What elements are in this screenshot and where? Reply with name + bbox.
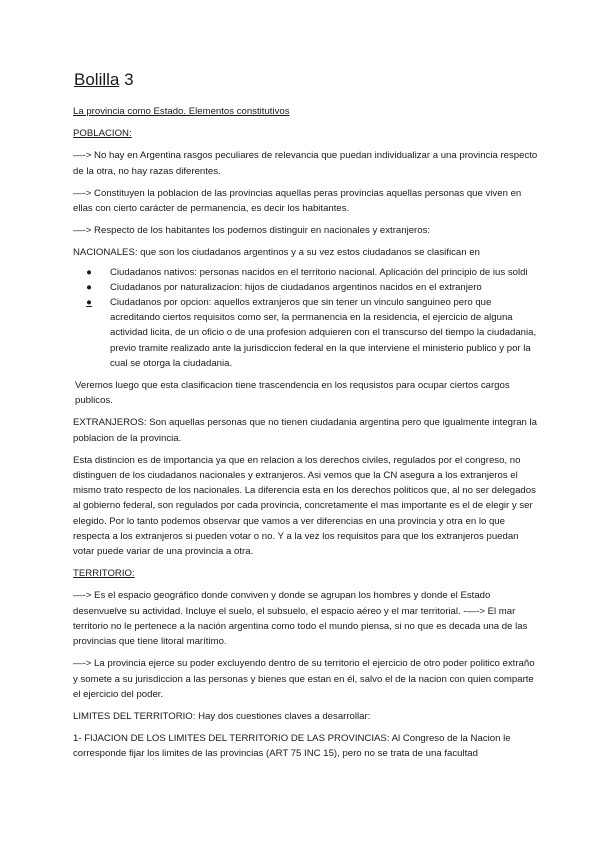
document-page [73,70,538,769]
paragraph-espacio: —-> Es el espacio geográfico donde conviven y donde se agrupan los hombres y donde el Estado desenvuelve su actividad. Incluye el suelo, el subsuelo, el espacio aéreo y el mar territorial. -—-> El mar territorio no le pertenece a la nación argentina como todo el mundo piensa, si no que es decada una de las provincias que tiene litoral marítimo. [73,590,528,648]
bullet-icon: ● [86,266,92,278]
territorio-heading: TERRITORIO: [73,568,135,580]
title-number: 3 [124,70,134,89]
paragraph-limites: LIMITES DEL TERRITORIO: Hay dos cuestiones claves a desarrollar: [73,710,371,722]
list-item-text: Ciudadanos por naturalizacion: hijos de ciudadanos argentinos nacidos en el extranjero [110,281,482,293]
list-item [73,295,538,371]
list-item [73,280,538,295]
paragraph-3: —-> Respecto de los habitantes los podemos distinguir en nacionales y extranjeros: [73,225,431,237]
list-item [73,265,538,280]
subtitle: La provincia como Estado. Elementos constitutivos [73,106,290,117]
paragraph-distincion: Esta distincion es de importancia ya que en relacion a los derechos civiles, regulados por el congreso, no distinguen de los ciudadanos nacionales y extranjeros. Asi vemos que la CN asegura a los extranjeros el mismo trato respecto de los nacionales. La diferencia esta en los derechos politicos que, al no ser delegados al gobierno federal, son regulados por cada provincia, concretamente el mas importante es el de elegir y ser elegido. Por lo tanto podemos observar que vamos a ver diferencias en una provincia y otra en lo que respecta a los extranjeros si pueden votar o no. Y a la vez los requisitos para que los extranjeros puedan votar puede variar de una provincia a otra. [73,454,536,558]
paragraph-extranjeros: EXTRANJEROS: Son aquellas personas que no tienen ciudadania argentina pero que igualmente integran la poblacion de la provincia. [73,417,537,444]
ciudadanos-list [73,265,538,371]
list-item-text: Ciudadanos por opcion: aquellos extranjeros que sin tener un vinculo sanguineo pero que acreditando ciertos requisitos como ser, la permanencia en la residencia, el ejercicio de alguna actividad licita, de un oficio o de una profesion adquieren con el transcurso del tiempo la ciudadania, previo tramite realizado ante la jurisdiccion federal en la que interviene el ministerio publico y por la cual se otorga la ciudadania. [110,297,537,369]
list-item-text: Ciudadanos nativos: personas nacidos en el territorio nacional. Aplicación del principio de ius soldi [110,266,528,278]
page-title [74,70,538,90]
paragraph-veremos: Veremos luego que esta clasificacion tiene trascendencia en los requsistos para ocupar ciertos cargos publicos. [75,380,510,407]
paragraph-2: —-> Constituyen la poblacion de las provincias aquellas peras provincias aquellas personas que viven en ellas con cierto carácter de permanencia, es decir los habitantes. [73,187,522,215]
paragraph-nacionales: NACIONALES: que son los ciudadanos argentinos y a su vez estos ciudadanos se clasifican en [73,247,480,259]
paragraph-1: —-> No hay en Argentina rasgos peculiares de relevancia que puedan individualizar a una provincia respecto de la otra, no hay razas diferentes. [73,150,538,177]
title-word: Bolilla [74,70,120,89]
bullet-icon: ● [86,297,92,309]
paragraph-fijacion: 1- FIJACION DE LOS LIMITES DEL TERRITORIO DE LAS PROVINCIAS: Al Congreso de la Nacion le corresponde fijar los limites de las provincias (ART 75 INC 15), pero no se trata de una facultad [73,733,511,760]
bullet-icon: ● [86,281,92,293]
poblacion-heading: POBLACION: [73,128,132,140]
paragraph-poder: —-> La provincia ejerce su poder excluyendo dentro de su territorio el ejercicio de otro poder politico extraño y somete a su jurisdiccion a las personas y bienes que estan en él, salvo el de la nacion con quien comparte el ejercicio del poder. [73,658,535,700]
